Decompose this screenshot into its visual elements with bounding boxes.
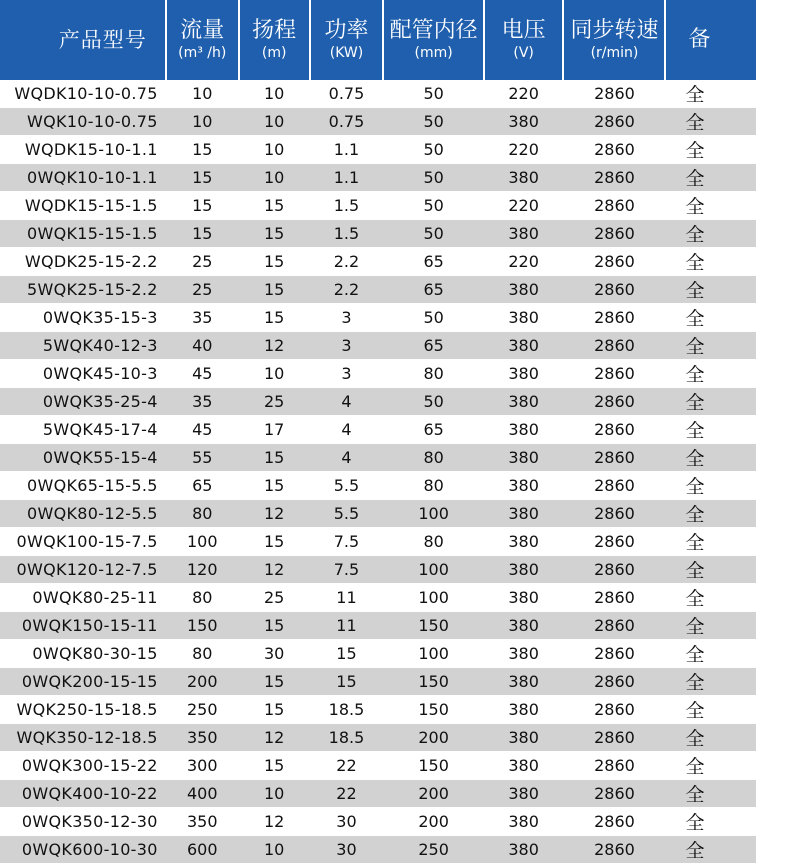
cell-speed: 2860 — [563, 472, 665, 500]
cell-head: 10 — [239, 136, 310, 164]
header-model — [0, 0, 166, 80]
table-row — [0, 500, 756, 528]
cell-pipe-diameter: 100 — [383, 640, 483, 668]
cell-flow: 250 — [166, 696, 239, 724]
cell-flow: 25 — [166, 248, 239, 276]
cell-power: 2.2 — [310, 248, 384, 276]
cell-remarks: 全 — [665, 584, 756, 612]
cell-head: 15 — [239, 528, 310, 556]
cell-remarks: 全 — [665, 164, 756, 192]
cell-model: 5WQK25-15-2.2 — [0, 276, 166, 304]
cell-power: 15 — [310, 668, 384, 696]
cell-voltage: 380 — [484, 528, 564, 556]
cell-remarks: 全 — [665, 136, 756, 164]
cell-head: 15 — [239, 192, 310, 220]
table-row — [0, 444, 756, 472]
cell-power: 18.5 — [310, 724, 384, 752]
cell-remarks: 全 — [665, 780, 756, 808]
cell-remarks: 全 — [665, 276, 756, 304]
table-header-row — [0, 0, 756, 80]
cell-flow: 350 — [166, 724, 239, 752]
cell-model: 0WQK45-10-3 — [0, 360, 166, 388]
table-row — [0, 836, 756, 864]
cell-speed: 2860 — [563, 304, 665, 332]
cell-power: 0.75 — [310, 80, 384, 108]
cell-pipe-diameter: 100 — [383, 584, 483, 612]
cell-remarks: 全 — [665, 80, 756, 108]
cell-voltage: 380 — [484, 472, 564, 500]
cell-voltage: 380 — [484, 108, 564, 136]
cell-model: WQDK15-10-1.1 — [0, 136, 166, 164]
table-row — [0, 472, 756, 500]
cell-power: 5.5 — [310, 472, 384, 500]
cell-pipe-diameter: 80 — [383, 472, 483, 500]
cell-speed: 2860 — [563, 80, 665, 108]
cell-remarks: 全 — [665, 444, 756, 472]
cell-flow: 15 — [166, 136, 239, 164]
cell-remarks: 全 — [665, 640, 756, 668]
cell-head: 10 — [239, 780, 310, 808]
cell-pipe-diameter: 50 — [383, 108, 483, 136]
table-row — [0, 752, 756, 780]
cell-pipe-diameter: 150 — [383, 696, 483, 724]
cell-remarks: 全 — [665, 108, 756, 136]
cell-voltage: 380 — [484, 500, 564, 528]
cell-voltage: 220 — [484, 192, 564, 220]
table-row — [0, 668, 756, 696]
cell-power: 4 — [310, 416, 384, 444]
cell-head: 15 — [239, 668, 310, 696]
cell-remarks: 全 — [665, 724, 756, 752]
table-row — [0, 808, 756, 836]
cell-speed: 2860 — [563, 612, 665, 640]
cell-pipe-diameter: 50 — [383, 388, 483, 416]
table-row — [0, 164, 756, 192]
cell-head: 15 — [239, 304, 310, 332]
cell-speed: 2860 — [563, 640, 665, 668]
cell-model: WQK250-15-18.5 — [0, 696, 166, 724]
table-row — [0, 192, 756, 220]
cell-voltage: 380 — [484, 360, 564, 388]
cell-speed: 2860 — [563, 584, 665, 612]
cell-voltage: 380 — [484, 304, 564, 332]
cell-pipe-diameter: 100 — [383, 500, 483, 528]
cell-head: 15 — [239, 696, 310, 724]
cell-flow: 100 — [166, 528, 239, 556]
table-row — [0, 556, 756, 584]
cell-head: 25 — [239, 584, 310, 612]
table-row — [0, 696, 756, 724]
cell-model: WQDK10-10-0.75 — [0, 80, 166, 108]
cell-model: 0WQK55-15-4 — [0, 444, 166, 472]
header-voltage-label: 电压 — [501, 18, 546, 43]
cell-pipe-diameter: 50 — [383, 220, 483, 248]
table-row — [0, 304, 756, 332]
cell-pipe-diameter: 65 — [383, 276, 483, 304]
table-body — [0, 80, 756, 864]
cell-pipe-diameter: 65 — [383, 416, 483, 444]
cell-voltage: 380 — [484, 444, 564, 472]
cell-power: 7.5 — [310, 528, 384, 556]
cell-speed: 2860 — [563, 276, 665, 304]
table-row — [0, 584, 756, 612]
cell-speed: 2860 — [563, 360, 665, 388]
cell-pipe-diameter: 80 — [383, 528, 483, 556]
cell-power: 2.2 — [310, 276, 384, 304]
cell-speed: 2860 — [563, 444, 665, 472]
table-row — [0, 724, 756, 752]
cell-pipe-diameter: 200 — [383, 808, 483, 836]
header-remarks — [665, 0, 756, 80]
cell-flow: 45 — [166, 416, 239, 444]
cell-head: 30 — [239, 640, 310, 668]
cell-power: 18.5 — [310, 696, 384, 724]
cell-voltage: 380 — [484, 388, 564, 416]
cell-model: 0WQK120-12-7.5 — [0, 556, 166, 584]
cell-speed: 2860 — [563, 556, 665, 584]
cell-flow: 120 — [166, 556, 239, 584]
cell-remarks: 全 — [665, 248, 756, 276]
cell-voltage: 380 — [484, 808, 564, 836]
cell-power: 1.1 — [310, 164, 384, 192]
cell-power: 1.1 — [310, 136, 384, 164]
table-row — [0, 276, 756, 304]
cell-pipe-diameter: 50 — [383, 80, 483, 108]
cell-head: 15 — [239, 248, 310, 276]
cell-model: 0WQK35-15-3 — [0, 304, 166, 332]
cell-head: 15 — [239, 276, 310, 304]
cell-remarks: 全 — [665, 836, 756, 864]
cell-model: 0WQK350-12-30 — [0, 808, 166, 836]
cell-voltage: 380 — [484, 220, 564, 248]
cell-pipe-diameter: 250 — [383, 836, 483, 864]
cell-voltage: 380 — [484, 696, 564, 724]
cell-voltage: 220 — [484, 136, 564, 164]
cell-flow: 25 — [166, 276, 239, 304]
cell-speed: 2860 — [563, 808, 665, 836]
cell-pipe-diameter: 200 — [383, 780, 483, 808]
cell-power: 4 — [310, 388, 384, 416]
cell-flow: 35 — [166, 304, 239, 332]
cell-model: WQK10-10-0.75 — [0, 108, 166, 136]
cell-head: 12 — [239, 500, 310, 528]
cell-speed: 2860 — [563, 164, 665, 192]
cell-pipe-diameter: 100 — [383, 556, 483, 584]
cell-flow: 80 — [166, 500, 239, 528]
cell-head: 10 — [239, 360, 310, 388]
table-row — [0, 332, 756, 360]
header-flow — [166, 0, 239, 80]
header-power — [310, 0, 384, 80]
header-flow-unit: (m³ /h) — [178, 45, 227, 61]
table-row — [0, 80, 756, 108]
cell-flow: 80 — [166, 640, 239, 668]
cell-voltage: 220 — [484, 248, 564, 276]
cell-speed: 2860 — [563, 248, 665, 276]
cell-speed: 2860 — [563, 724, 665, 752]
cell-speed: 2860 — [563, 192, 665, 220]
header-speed — [563, 0, 665, 80]
cell-power: 7.5 — [310, 556, 384, 584]
cell-pipe-diameter: 65 — [383, 332, 483, 360]
cell-speed: 2860 — [563, 220, 665, 248]
cell-power: 11 — [310, 584, 384, 612]
cell-head: 15 — [239, 752, 310, 780]
cell-remarks: 全 — [665, 696, 756, 724]
cell-voltage: 380 — [484, 752, 564, 780]
table-row — [0, 528, 756, 556]
cell-pipe-diameter: 200 — [383, 724, 483, 752]
cell-head: 15 — [239, 612, 310, 640]
cell-flow: 80 — [166, 584, 239, 612]
cell-flow: 200 — [166, 668, 239, 696]
cell-flow: 35 — [166, 388, 239, 416]
table-row — [0, 248, 756, 276]
cell-remarks: 全 — [665, 220, 756, 248]
cell-speed: 2860 — [563, 500, 665, 528]
cell-model: 0WQK300-15-22 — [0, 752, 166, 780]
cell-remarks: 全 — [665, 360, 756, 388]
cell-flow: 15 — [166, 164, 239, 192]
cell-head: 15 — [239, 472, 310, 500]
cell-voltage: 380 — [484, 668, 564, 696]
cell-power: 5.5 — [310, 500, 384, 528]
cell-remarks: 全 — [665, 500, 756, 528]
cell-head: 15 — [239, 444, 310, 472]
cell-voltage: 380 — [484, 724, 564, 752]
cell-remarks: 全 — [665, 808, 756, 836]
header-pipe-diameter — [383, 0, 483, 80]
header-head — [239, 0, 310, 80]
cell-speed: 2860 — [563, 332, 665, 360]
cell-power: 3 — [310, 332, 384, 360]
cell-model: 0WQK80-12-5.5 — [0, 500, 166, 528]
cell-pipe-diameter: 80 — [383, 444, 483, 472]
cell-flow: 65 — [166, 472, 239, 500]
cell-model: 0WQK200-15-15 — [0, 668, 166, 696]
cell-power: 1.5 — [310, 192, 384, 220]
cell-model: 0WQK150-15-11 — [0, 612, 166, 640]
cell-head: 10 — [239, 80, 310, 108]
cell-remarks: 全 — [665, 192, 756, 220]
cell-power: 22 — [310, 780, 384, 808]
table-row — [0, 780, 756, 808]
cell-remarks: 全 — [665, 416, 756, 444]
cell-remarks: 全 — [665, 472, 756, 500]
cell-head: 12 — [239, 332, 310, 360]
header-speed-unit: (r/min) — [590, 45, 639, 61]
cell-model: 0WQK400-10-22 — [0, 780, 166, 808]
cell-remarks: 全 — [665, 304, 756, 332]
cell-head: 10 — [239, 108, 310, 136]
cell-flow: 400 — [166, 780, 239, 808]
cell-flow: 600 — [166, 836, 239, 864]
cell-model: 0WQK10-10-1.1 — [0, 164, 166, 192]
header-speed-label: 同步转速 — [570, 18, 659, 43]
table-row — [0, 612, 756, 640]
cell-flow: 300 — [166, 752, 239, 780]
cell-voltage: 380 — [484, 640, 564, 668]
cell-pipe-diameter: 50 — [383, 136, 483, 164]
cell-pipe-diameter: 65 — [383, 248, 483, 276]
cell-speed: 2860 — [563, 136, 665, 164]
header-flow-label: 流量 — [180, 18, 225, 43]
cell-head: 10 — [239, 836, 310, 864]
cell-speed: 2860 — [563, 388, 665, 416]
cell-pipe-diameter: 50 — [383, 164, 483, 192]
cell-model: 0WQK100-15-7.5 — [0, 528, 166, 556]
cell-head: 15 — [239, 220, 310, 248]
cell-head: 12 — [239, 556, 310, 584]
header-power-label: 功率 — [324, 18, 369, 43]
table-row — [0, 640, 756, 668]
cell-flow: 15 — [166, 192, 239, 220]
cell-power: 3 — [310, 304, 384, 332]
header-pipe-diameter-label: 配管内径 — [389, 18, 478, 43]
cell-model: 0WQK15-15-1.5 — [0, 220, 166, 248]
cell-flow: 40 — [166, 332, 239, 360]
header-model-label: 产品型号 — [58, 28, 147, 52]
cell-power: 22 — [310, 752, 384, 780]
cell-pipe-diameter: 150 — [383, 668, 483, 696]
cell-voltage: 380 — [484, 556, 564, 584]
cell-model: WQDK25-15-2.2 — [0, 248, 166, 276]
cell-pipe-diameter: 50 — [383, 192, 483, 220]
cell-model: 0WQK35-25-4 — [0, 388, 166, 416]
cell-power: 11 — [310, 612, 384, 640]
cell-voltage: 380 — [484, 584, 564, 612]
cell-pipe-diameter: 150 — [383, 612, 483, 640]
table-row — [0, 108, 756, 136]
cell-head: 25 — [239, 388, 310, 416]
cell-voltage: 380 — [484, 276, 564, 304]
cell-power: 30 — [310, 836, 384, 864]
cell-head: 12 — [239, 724, 310, 752]
cell-power: 0.75 — [310, 108, 384, 136]
cell-speed: 2860 — [563, 836, 665, 864]
cell-flow: 350 — [166, 808, 239, 836]
cell-speed: 2860 — [563, 780, 665, 808]
cell-remarks: 全 — [665, 752, 756, 780]
table-row — [0, 416, 756, 444]
cell-power: 1.5 — [310, 220, 384, 248]
header-power-unit: (KW) — [329, 45, 364, 61]
cell-power: 15 — [310, 640, 384, 668]
cell-model: 0WQK65-15-5.5 — [0, 472, 166, 500]
cell-flow: 150 — [166, 612, 239, 640]
cell-speed: 2860 — [563, 696, 665, 724]
cell-pipe-diameter: 150 — [383, 752, 483, 780]
cell-remarks: 全 — [665, 612, 756, 640]
cell-model: 0WQK600-10-30 — [0, 836, 166, 864]
cell-speed: 2860 — [563, 528, 665, 556]
cell-voltage: 380 — [484, 416, 564, 444]
cell-model: 0WQK80-30-15 — [0, 640, 166, 668]
table-row — [0, 388, 756, 416]
cell-remarks: 全 — [665, 332, 756, 360]
cell-model: 5WQK45-17-4 — [0, 416, 166, 444]
cell-voltage: 380 — [484, 332, 564, 360]
cell-speed: 2860 — [563, 668, 665, 696]
cell-remarks: 全 — [665, 668, 756, 696]
header-voltage-unit: (V) — [513, 45, 534, 61]
header-head-label: 扬程 — [252, 18, 297, 43]
cell-flow: 55 — [166, 444, 239, 472]
table-row — [0, 220, 756, 248]
cell-power: 3 — [310, 360, 384, 388]
cell-remarks: 全 — [665, 528, 756, 556]
cell-model: WQK350-12-18.5 — [0, 724, 166, 752]
cell-head: 17 — [239, 416, 310, 444]
header-pipe-diameter-unit: (mm) — [414, 45, 453, 61]
cell-flow: 15 — [166, 220, 239, 248]
cell-voltage: 220 — [484, 80, 564, 108]
cell-power: 4 — [310, 444, 384, 472]
cell-voltage: 380 — [484, 164, 564, 192]
cell-flow: 10 — [166, 108, 239, 136]
header-voltage — [484, 0, 564, 80]
cell-model: 5WQK40-12-3 — [0, 332, 166, 360]
cell-model: 0WQK80-25-11 — [0, 584, 166, 612]
cell-pipe-diameter: 80 — [383, 360, 483, 388]
cell-speed: 2860 — [563, 416, 665, 444]
cell-speed: 2860 — [563, 108, 665, 136]
cell-remarks: 全 — [665, 388, 756, 416]
cell-flow: 45 — [166, 360, 239, 388]
table-row — [0, 360, 756, 388]
cell-voltage: 380 — [484, 612, 564, 640]
cell-remarks: 全 — [665, 556, 756, 584]
cell-speed: 2860 — [563, 752, 665, 780]
header-remarks-label: 备 — [688, 27, 711, 52]
cell-head: 12 — [239, 808, 310, 836]
cell-flow: 10 — [166, 80, 239, 108]
cell-head: 10 — [239, 164, 310, 192]
cell-voltage: 380 — [484, 836, 564, 864]
cell-power: 30 — [310, 808, 384, 836]
table-row — [0, 136, 756, 164]
cell-model: WQDK15-15-1.5 — [0, 192, 166, 220]
cell-pipe-diameter: 50 — [383, 304, 483, 332]
cell-voltage: 380 — [484, 780, 564, 808]
header-head-unit: (m) — [261, 45, 287, 61]
